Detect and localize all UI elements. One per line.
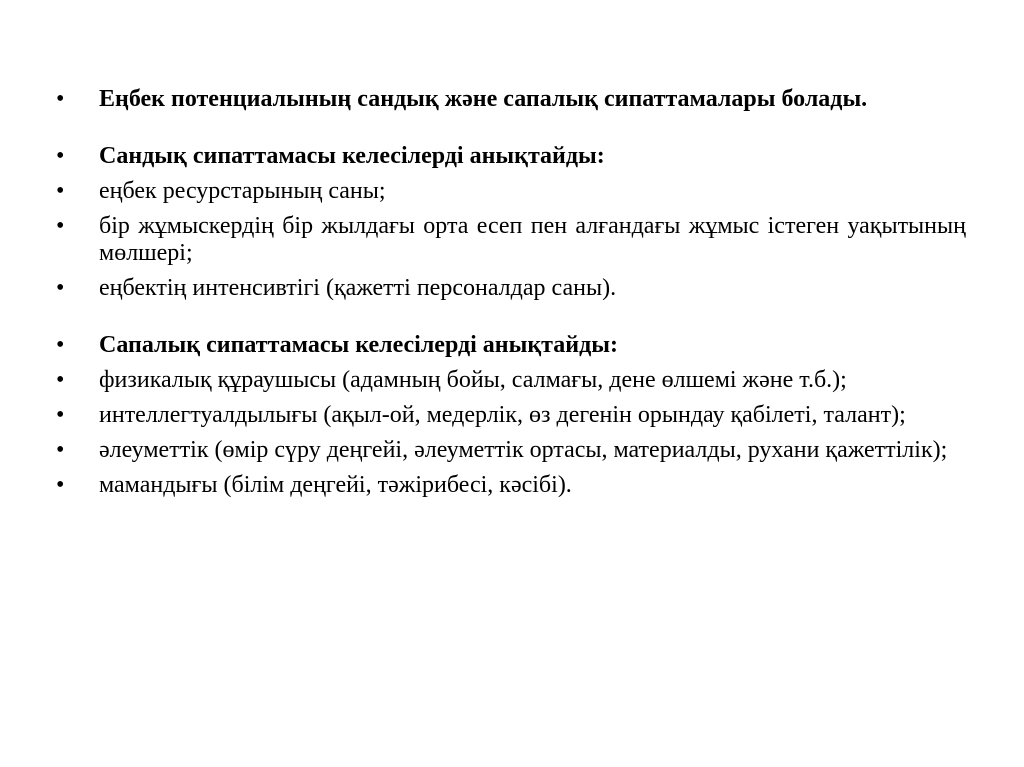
bullet-dot: • xyxy=(56,178,65,204)
list-item-text: еңбек ресурстарының саны; xyxy=(99,178,386,204)
bullet-dot: • xyxy=(56,437,65,463)
list-item-text: бір жұмыскердің бір жылдағы орта есеп пен алғандағы жұмыс істеген уақытының мөлшері; xyxy=(99,213,966,266)
list-item-heading xyxy=(56,86,966,113)
list-item xyxy=(56,367,966,394)
list-item-section-quantitative xyxy=(56,143,966,170)
bullet-dot: • xyxy=(56,472,65,498)
list-item-text: Сандық сипаттамасы келесілерді анықтайды: xyxy=(99,143,605,169)
list-item-text: Сапалық сипаттамасы келесілерді анықтайды: xyxy=(99,332,618,358)
list-item-section-qualitative xyxy=(56,332,966,359)
list-item-text: мамандығы (білім деңгейі, тәжірибесі, кәсібі). xyxy=(99,472,572,498)
list-item xyxy=(56,437,966,464)
bullet-dot: • xyxy=(56,143,65,169)
bullet-dot: • xyxy=(56,402,65,428)
bullet-dot: • xyxy=(56,332,65,358)
bullet-dot: • xyxy=(56,213,65,239)
bullet-dot: • xyxy=(56,86,65,112)
list-item xyxy=(56,402,966,429)
bullet-list xyxy=(56,86,966,507)
list-item-text: интеллегтуалдылығы (ақыл-ой, медерлік, өз дегенін орындау қабілеті, талант); xyxy=(99,402,906,428)
list-item-text: физикалық құраушысы (адамның бойы, салмағы, дене өлшемі және т.б.); xyxy=(99,367,847,393)
bullet-dot: • xyxy=(56,275,65,301)
bullet-dot: • xyxy=(56,367,65,393)
list-item xyxy=(56,472,966,499)
list-item xyxy=(56,275,966,302)
list-item-text: Еңбек потенциалының сандық және сапалық сипаттамалары болады. xyxy=(99,86,868,112)
list-item-text: әлеуметтік (өмір сүру деңгейі, әлеуметтік ортасы, материалды, рухани қажеттілік); xyxy=(99,437,948,463)
list-item xyxy=(56,178,966,205)
list-item xyxy=(56,213,966,267)
list-item-text: еңбектің интенсивтігі (қажетті персоналдар саны). xyxy=(99,275,617,301)
